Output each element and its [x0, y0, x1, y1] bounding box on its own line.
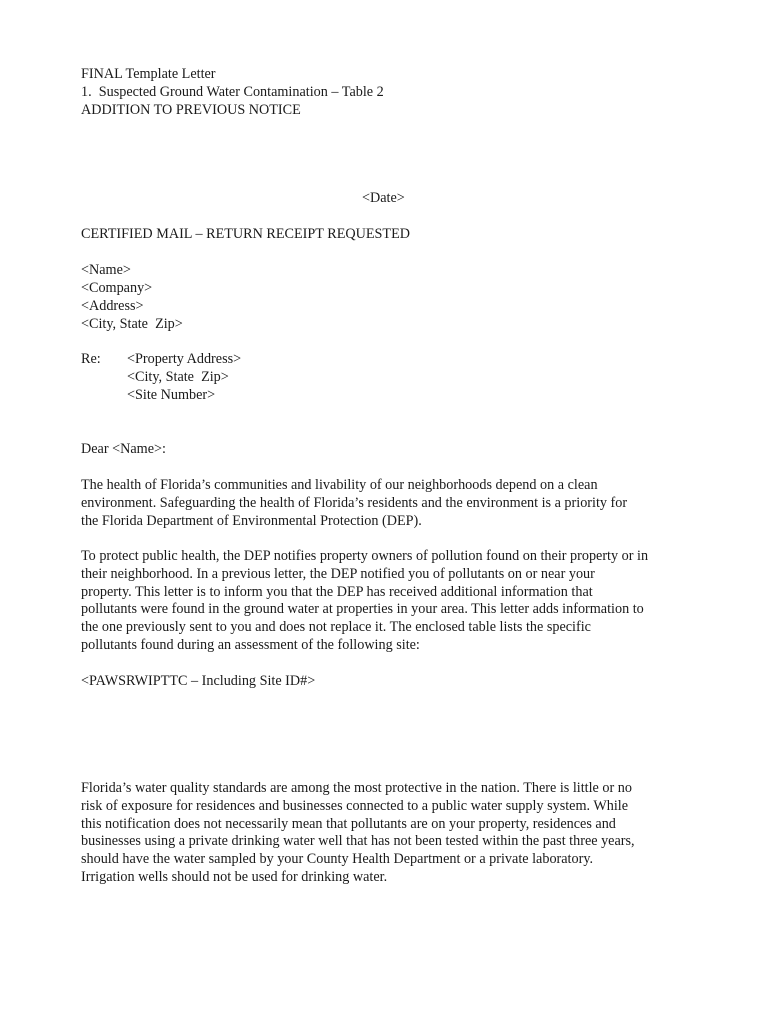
paragraph-line: businesses using a private drinking water well that has not been tested within the past three years, — [81, 833, 635, 850]
re-site-number: <Site Number> — [127, 386, 216, 403]
site-id-placeholder: <PAWSRWIPTTC – Including Site ID#> — [81, 673, 316, 689]
re-block — [127, 351, 241, 404]
header-notice: ADDITION TO PREVIOUS NOTICE — [81, 102, 301, 118]
recipient-city: <City, State Zip> — [81, 316, 183, 332]
paragraph-1 — [81, 477, 691, 530]
paragraph-line: The health of Florida’s communities and livability of our neighborhoods depend on a clean — [81, 477, 598, 493]
letter-date: <Date> — [362, 190, 405, 206]
recipient-address: <Address> — [81, 298, 144, 314]
re-label: Re: — [81, 351, 101, 367]
paragraph-2 — [81, 548, 691, 655]
salutation: Dear <Name>: — [81, 441, 166, 457]
paragraph-line: this notification does not necessarily mean that pollutants are on your property, residences and — [81, 815, 616, 832]
certified-mail-line: CERTIFIED MAIL – RETURN RECEIPT REQUESTED — [81, 226, 410, 242]
paragraph-line: pollutants found during an assessment of the following site: — [81, 636, 420, 653]
re-property-address: <Property Address> — [127, 351, 242, 367]
paragraph-line: environment. Safeguarding the health of Florida’s residents and the environment is a priority for — [81, 494, 628, 511]
re-city: <City, State Zip> — [127, 368, 229, 385]
paragraph-line: risk of exposure for residences and businesses connected to a public water supply system. While — [81, 797, 628, 814]
paragraph-line: the Florida Department of Environmental Protection (DEP). — [81, 512, 422, 529]
paragraph-line: Irrigation wells should not be used for drinking water. — [81, 868, 388, 885]
paragraph-line: the one previously sent to you and does not replace it. The enclosed table lists the specific — [81, 619, 591, 636]
paragraph-line: should have the water sampled by your County Health Department or a private laboratory. — [81, 851, 594, 868]
paragraph-line: Florida’s water quality standards are among the most protective in the nation. There is little or no — [81, 780, 632, 796]
recipient-company: <Company> — [81, 280, 153, 296]
header-subtitle: 1. Suspected Ground Water Contamination – Table 2 — [81, 84, 384, 100]
header-title: FINAL Template Letter — [81, 66, 216, 82]
recipient-name: <Name> — [81, 262, 131, 278]
paragraph-line: their neighborhood. In a previous letter, the DEP notified you of pollutants on or near your — [81, 565, 595, 582]
paragraph-3 — [81, 780, 691, 887]
paragraph-line: pollutants were found in the ground water at properties in your area. This letter adds information to — [81, 601, 644, 618]
paragraph-line: To protect public health, the DEP notifies property owners of pollution found on their property or in — [81, 548, 649, 564]
paragraph-line: property. This letter is to inform you that the DEP has received additional information that — [81, 583, 593, 600]
